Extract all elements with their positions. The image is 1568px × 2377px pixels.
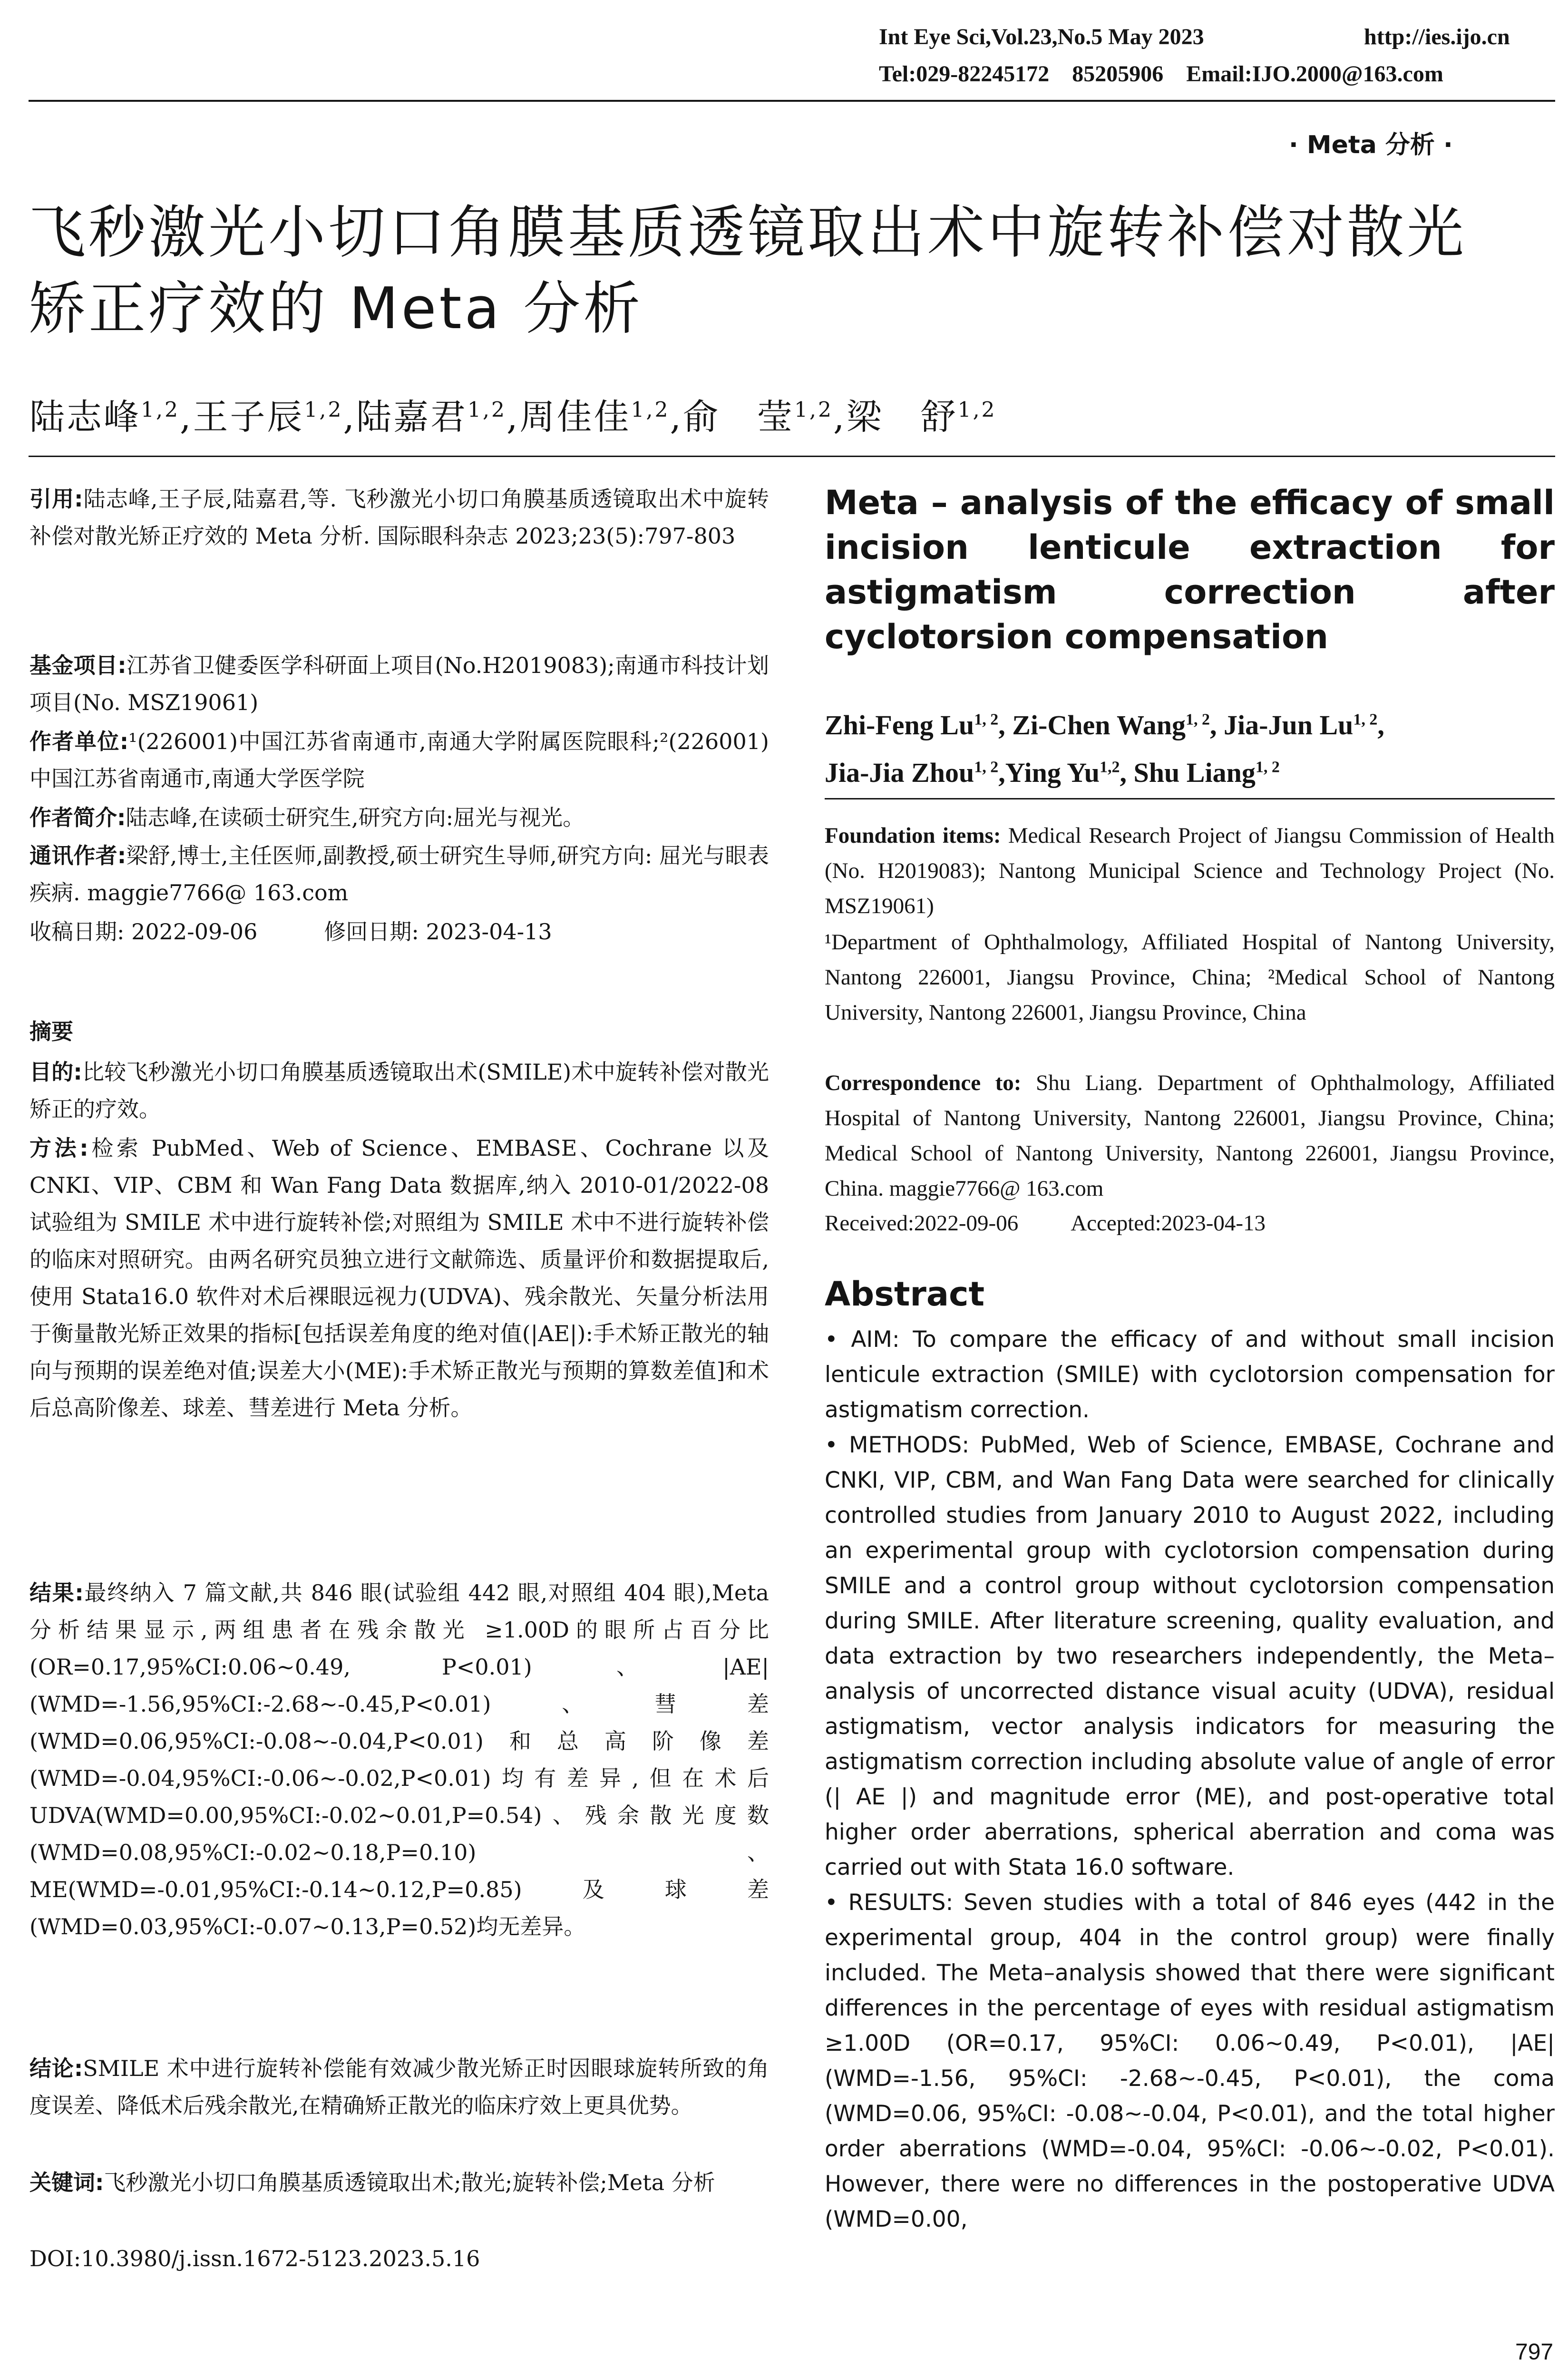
citation-block: 引用:陆志峰,王子辰,陆嘉君,等. 飞秒激光小切口角膜基质透镜取出术中旋转补偿对散光矫正疗效的 Meta 分析. 国际眼科杂志 2023;23(5):797-803 xyxy=(29,486,769,549)
conclusion-cn: 结论:SMILE 术中进行旋转补偿能有效减少散光矫正时因眼球旋转所致的角度误差、降低术后残余散光,在精确矫正散光的临床疗效上更具优势。 xyxy=(29,2056,769,2118)
authors-cn xyxy=(29,389,997,439)
left-column-cn xyxy=(29,480,769,2335)
revised-date: 修回日期: 2023-04-13 xyxy=(324,919,552,945)
methods-cn: 方法:检索 PubMed、Web of Science、EMBASE、Cochrane 以及 CNKI、VIP、CBM 和 Wan Fang Data 数据库,纳入 2010-01/2022-08 试验组为 SMILE 术中进行旋转补偿;对照组为 SMILE 术中不进行旋转补偿的临床对照研究。由两名研究员独立进行文献筛选、质量评价和数据提取后,使用 Stata16.0 软件对术后裸眼远视力(UDVA)、残余散光、矢量分析法用于衡量散光矫正效果的指标[包括误差角度的绝对值(|AE|):手术矫正散光的轴向与预期的误差绝对值;误差大小(ME):手术矫正散光与预期的算数差值]和术后总高阶像差、球差、彗差进行 Meta 分析。 xyxy=(29,1135,769,1421)
journal-citation-header: Int Eye Sci,Vol.23,No.5 May 2023 xyxy=(879,24,1204,49)
foundation-block: Foundation items: Medical Research Project of Jiangsu Commission of Health (No. H2019083); Nantong Municipal Science and Technology Project (No. MSZ19061) xyxy=(825,823,1555,918)
received-date-en: Received:2022-09-06 xyxy=(825,1211,1019,1236)
methods-en: • METHODS: PubMed, Web of Science, EMBASE, Cochrane and CNKI, VIP, CBM, and Wan Fang Data were searched for clinically controlled studies from January 2010 to August 2022, including an experimental group with cyclotorsion compensation during SMILE and a control group without cyclotorsion compensation during SMILE. After literature screening, quality evaluation, and data extraction by two researchers independently, the Meta–analysis of uncorrected distance visual acuity (UDVA), residual astigmatism, vector analysis indicators for measuring the astigmatism correction including absolute value of angle of error (| AE |) and magnitude error (ME), and post-operative total higher order aberrations, spherical aberration and coma was carried out with Stata 16.0 software. xyxy=(825,1432,1555,1880)
article-title-en: Meta – analysis of the efficacy of small incision lenticule extraction for astigmatism correction after cyclotorsion compensation xyxy=(825,483,1555,656)
author-en: Zhi-Feng Lu$^{1, 2}$, xyxy=(825,710,1013,741)
correspondence-block: 通讯作者:梁舒,博士,主任医师,副教授,硕士研究生导师,研究方向: 屈光与眼表疾病. maggie7766@ 163.com xyxy=(29,843,769,906)
journal-contact-line: Tel:029-82245172 85205906 Email:IJO.2000@163.com xyxy=(879,61,1443,87)
author-cn: 周佳佳$^{1,2}$, xyxy=(519,397,683,438)
bio-block: 作者简介:陆志峰,在读硕士研究生,研究方向:屈光与视光。 xyxy=(29,805,585,830)
header-rule xyxy=(29,100,1555,102)
en-authors-rule xyxy=(825,798,1555,799)
author-en: Jia-Jun Lu$^{1, 2}$, xyxy=(1224,710,1384,741)
dates-block xyxy=(29,913,769,950)
aim-en: • AIM: To compare the efficacy of and without small incision lenticule extraction (SMILE) with cyclotorsion compensation for astigmatism correction. xyxy=(825,1326,1555,1423)
title-cn-line2: 矫正疗效的 Meta 分析 xyxy=(29,276,643,342)
keywords-cn: 关键词:飞秒激光小切口角膜基质透镜取出术;散光;旋转补偿;Meta 分析 xyxy=(29,2170,715,2195)
results-en: • RESULTS: Seven studies with a total of 846 eyes (442 in the experimental group, 404 in the control group) were finally included. The Meta–analysis showed that there were significant differences in the percentage of eyes with residual astigmatism ≥1.00D (OR=0.17, 95%CI: 0.06~0.49, P<0.01), |AE| (WMD=-1.56, 95%CI: -2.68~-0.45, P<0.01), the coma (WMD=0.06, 95%CI: -0.08~-0.04, P<0.01), and the total higher order aberrations (WMD=-0.04, 95%CI: -0.06~-0.02, P<0.01). However, there were no differences in the postoperative UDVA (WMD=0.00, xyxy=(825,1890,1555,2232)
author-cn: 陆嘉君$^{1,2}$, xyxy=(356,397,520,438)
affiliation-en: ¹Department of Ophthalmology, Affiliated Hospital of Nantong University, Nantong 226001, Jiangsu Province, China; ²Medical School of Nantong University, Nantong 226001, Jiangsu Province, China xyxy=(825,930,1555,1025)
authors-rule xyxy=(29,456,1555,457)
page-number: 797 xyxy=(1515,2339,1554,2365)
abstract-heading-en: Abstract xyxy=(825,1275,985,1314)
author-cn: 王子辰$^{1,2}$, xyxy=(193,397,357,438)
author-cn: 俞 莹$^{1,2}$, xyxy=(683,397,847,438)
section-tag: · Meta 分析 · xyxy=(1289,131,1453,159)
correspondence-en: Correspondence to: Shu Liang. Department of Ophthalmology, Affiliated Hospital of Nantong University, Nantong 226001, Jiangsu Province, China; Medical School of Nantong University, Nantong 226001, Jiangsu Province, China. maggie7766@ 163.com xyxy=(825,1071,1555,1201)
journal-url[interactable]: http://ies.ijo.cn xyxy=(1364,24,1510,49)
fund-block: 基金项目:江苏省卫健委医学科研面上项目(No.H2019083);南通市科技计划项目(No. MSZ19061) xyxy=(29,653,769,715)
author-en: Ying Yu$^{1,2}$, xyxy=(1005,757,1134,788)
author-cn: 梁 舒$^{1,2}$ xyxy=(846,397,997,438)
article-title-cn xyxy=(29,195,1467,347)
affiliation-block: 作者单位:¹(226001)中国江苏省南通市,南通大学附属医院眼科;²(226001)中国江苏省南通市,南通大学医学院 xyxy=(29,729,769,791)
author-en: Shu Liang$^{1, 2}$ xyxy=(1133,757,1280,788)
abstract-body-en xyxy=(825,1322,1555,2237)
results-cn: 结果:最终纳入 7 篇文献,共 846 眼(试验组 442 眼,对照组 404 眼),Meta 分析结果显示,两组患者在残余散光 ≥1.00D的眼所占百分比(OR=0.17,95%CI:0.06~0.49, P<0.01)、|AE|(WMD=-1.56,95%CI:-2.68~-0.45,P<0.01)、彗差(WMD=0.06,95%CI:-0.08~-0.04,P<0.01)和总高阶像差(WMD=-0.04,95%CI:-0.06~-0.02,P<0.01)均有差异,但在术后 UDVA(WMD=0.00,95%CI:-0.02~0.01,P=0.54)、残余散光度数(WMD=0.08,95%CI:-0.02~0.18,P=0.10)、ME(WMD=-0.01,95%CI:-0.14~0.12,P=0.85)及球差(WMD=0.03,95%CI:-0.07~0.13,P=0.52)均无差异。 xyxy=(29,1580,769,1939)
authors-en xyxy=(825,699,1555,794)
accepted-date-en: Accepted:2023-04-13 xyxy=(1071,1211,1266,1236)
title-cn-line1: 飞秒激光小切口角膜基质透镜取出术中旋转补偿对散光 xyxy=(29,200,1467,266)
author-cn: 陆志峰$^{1,2}$, xyxy=(29,397,193,438)
abstract-heading-cn: 摘要 xyxy=(29,1019,73,1044)
doi: DOI:10.3980/j.issn.1672-5123.2023.5.16 xyxy=(29,2246,480,2271)
author-en: Jia-Jia Zhou$^{1, 2}$, xyxy=(825,757,1005,788)
aim-cn: 目的:比较飞秒激光小切口角膜基质透镜取出术(SMILE)术中旋转补偿对散光矫正的疗效。 xyxy=(29,1059,769,1122)
author-en: Zi-Chen Wang$^{1, 2}$, xyxy=(1012,710,1224,741)
dates-en xyxy=(825,1206,1555,1241)
received-date: 收稿日期: 2022-09-06 xyxy=(29,919,258,945)
